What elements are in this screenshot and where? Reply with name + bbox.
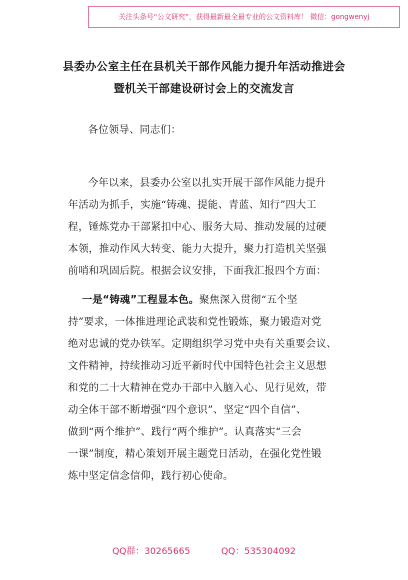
doc-title-line-2: 暨机关干部建设研讨会上的交流发言 [113, 82, 295, 95]
para1-line: 前哨和巩固后院。根据会议安排，下面我汇报四个方面： [68, 266, 327, 277]
para1-line: 今年以来，县委办公室以扎实开展干部作风能力提升 [88, 178, 326, 189]
para2-first-line [82, 294, 357, 308]
para2-line: 动全体干部不断增强“四个意识”、坚定“四个自信”、 [68, 405, 307, 416]
qq-group-text: QQ群：30265665 [112, 547, 191, 557]
para2-line: 炼中坚定信念信仰，践行初心使命。 [68, 471, 234, 482]
para2-line: 一课”制度，精心策划开展主题党日活动，在强化党性锻 [68, 449, 322, 460]
para2-line: 文件精神，持续推动习近平新时代中国特色社会主义思想 [68, 361, 327, 372]
para2-line: 做到“两个维护”、践行“两个维护”。认真落实“三会 [68, 427, 302, 438]
promo-banner: 关注头条号“公文研究”，获得最新最全最专业的公文资料库！ 微信：gongwenyj [88, 6, 400, 28]
para1-line: 本领，推动作风大转变、能力大提升，聚力打造机关坚强 [68, 244, 327, 255]
para2-first-rest: 聚焦深入贯彻“五个坚 [199, 295, 298, 306]
footer-contacts [0, 544, 408, 557]
para2-line: 持”要求，一体推进理论武装和党性锻炼，聚力锻造对党 [68, 317, 322, 328]
section-heading: 一是“铸魂”工程显本色。 [82, 295, 200, 306]
para2-line: 和党的二十大精神在党办干部中入脑入心、见行见效，带 [68, 383, 327, 394]
para2-line: 绝对忠诚的党办铁军。定期组织学习党中央有关重要会议、 [68, 339, 337, 350]
doc-title-line-1: 县委办公室主任在县机关干部作风能力提升年活动推进会 [62, 60, 346, 73]
para1-line: 年活动为抓手，实施“铸魂、提能、青蓝、知行”四大工 [68, 200, 317, 211]
greeting: 各位领导、同志们： [88, 125, 182, 136]
para1-line: 程，锤炼党办干部紧扣中心、服务大局、推动发展的过硬 [68, 222, 327, 233]
qq-text: QQ：535304092 [221, 547, 296, 557]
